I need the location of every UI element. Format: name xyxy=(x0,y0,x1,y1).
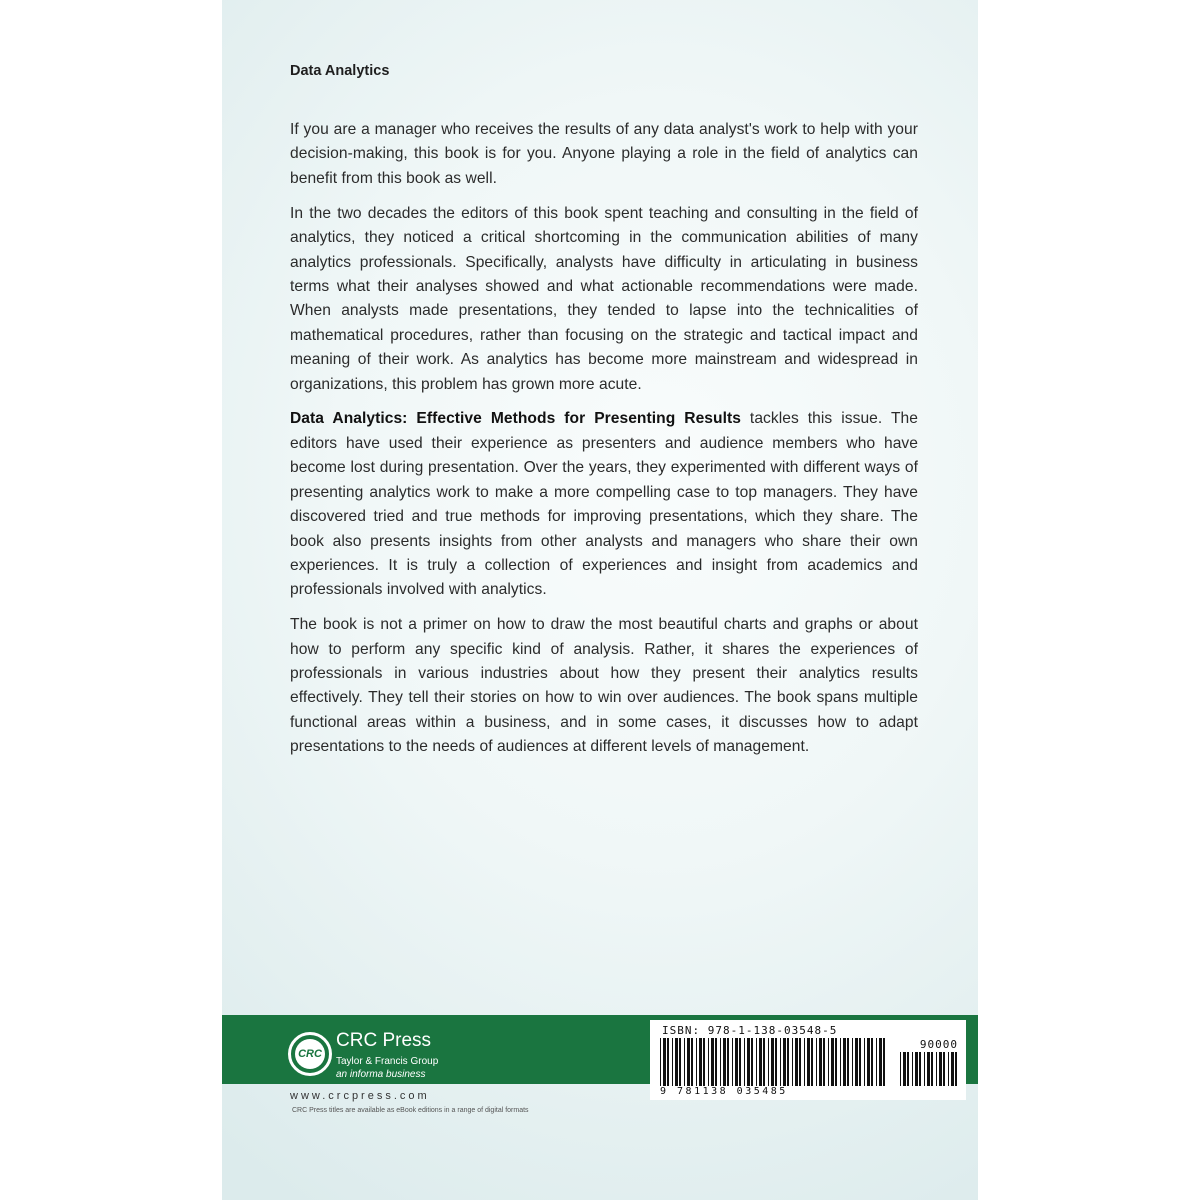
barcode-bar xyxy=(840,1038,841,1086)
barcode-bar xyxy=(819,1038,822,1086)
blurb-text xyxy=(290,118,918,770)
barcode-bar xyxy=(783,1038,786,1086)
paragraph-text: The book is not a primer on how to draw the most beautiful charts and graphs or about how to perform any specific kind of analysis. Rather, it shares the experiences of professionals in various industries about how they present their analytics results effectively. They tell their stories on how to win over audiences. The book spans multiple functional areas within a business, and in some cases, it discusses how to adapt presentations to the needs of audiences at different levels of management. xyxy=(290,616,918,756)
barcode-bar xyxy=(951,1052,954,1086)
barcode-bar xyxy=(939,1052,942,1086)
barcode-bar xyxy=(711,1038,714,1086)
barcode-bar xyxy=(759,1038,762,1086)
barcode-bar xyxy=(747,1038,750,1086)
ebook-footnote: CRC Press titles are available as eBook editions in a range of digital formats xyxy=(292,1107,529,1114)
crc-logo-icon xyxy=(288,1032,332,1076)
paragraph-text: In the two decades the editors of this book spent teaching and consulting in the field of analytics, they noticed a critical shortcoming in the communication abilities of many analytics professionals. Specifically, analysts have difficulty in articulating in business terms what their analyses showed and what actionable recommendations were made. When analysts made presentations, they tended to lapse into the technicalities of mathematical procedures, rather than focusing on the strategic and tactical impact and meaning of their work. As analytics has become more mainstream and widespread in organizations, this problem has grown more acute. xyxy=(290,204,918,393)
publisher-tagline: an informa business xyxy=(336,1069,426,1080)
barcode-bar xyxy=(835,1038,837,1086)
barcode-bar xyxy=(723,1038,726,1086)
blurb-paragraph-3 xyxy=(290,407,918,602)
barcode-bar xyxy=(660,1038,661,1086)
cover-title: Data Analytics xyxy=(290,63,390,79)
barcode-bar xyxy=(816,1038,817,1086)
barcode-bar xyxy=(871,1038,873,1086)
barcode-bar xyxy=(919,1052,921,1086)
barcode-bar xyxy=(768,1038,769,1086)
barcode-bar xyxy=(883,1038,885,1086)
barcode-bar xyxy=(735,1038,738,1086)
barcode-bar xyxy=(691,1038,693,1086)
barcode-bar xyxy=(792,1038,793,1086)
barcode-bar xyxy=(804,1038,805,1086)
isbn-label: ISBN: 978-1-138-03548-5 xyxy=(662,1024,838,1037)
barcode-bar xyxy=(756,1038,757,1086)
barcode-bar xyxy=(703,1038,705,1086)
barcode-bar xyxy=(828,1038,829,1086)
barcode-bar xyxy=(720,1038,721,1086)
barcode-bar xyxy=(807,1038,810,1086)
barcode-bar xyxy=(955,1052,957,1086)
book-back-cover xyxy=(222,0,978,1200)
barcode-bar xyxy=(663,1038,666,1086)
barcode-bar xyxy=(924,1052,925,1086)
barcode-bar xyxy=(684,1038,685,1086)
barcode-bar xyxy=(847,1038,849,1086)
blurb-paragraph-2 xyxy=(290,202,918,397)
barcode-bar xyxy=(876,1038,877,1086)
barcode-bar xyxy=(867,1038,870,1086)
barcode-bar xyxy=(852,1038,853,1086)
barcode-bar xyxy=(799,1038,801,1086)
barcode-bar xyxy=(915,1052,918,1086)
barcode-box xyxy=(650,1020,966,1100)
price-code: 90000 xyxy=(919,1038,958,1051)
barcode-bar xyxy=(715,1038,717,1086)
barcode-bar xyxy=(739,1038,741,1086)
barcode-bar xyxy=(672,1038,673,1086)
barcode-bar xyxy=(679,1038,681,1086)
barcode-bar xyxy=(864,1038,865,1086)
barcode-bar xyxy=(795,1038,798,1086)
barcode-bar xyxy=(823,1038,825,1086)
barcode-bar xyxy=(696,1038,697,1086)
barcode-bar xyxy=(780,1038,781,1086)
barcode-bar xyxy=(732,1038,733,1086)
barcode-bar xyxy=(936,1052,937,1086)
barcode-bar xyxy=(859,1038,861,1086)
barcode-bar xyxy=(931,1052,933,1086)
addon-barcode-icon xyxy=(900,1052,958,1086)
barcode-bar xyxy=(907,1052,909,1086)
book-full-title: Data Analytics: Effective Methods for Presenting Results xyxy=(290,410,741,428)
barcode-bar xyxy=(699,1038,702,1086)
barcode-bar xyxy=(927,1052,930,1086)
barcode-bar xyxy=(763,1038,765,1086)
barcode-bar xyxy=(811,1038,813,1086)
publisher-url: www.crcpress.com xyxy=(290,1090,430,1102)
paragraph-text: If you are a manager who receives the results of any data analyst's work to help with your decision-making, this book is for you. Anyone playing a role in the field of analytics can benefit from this book as well. xyxy=(290,121,918,187)
barcode-bar xyxy=(687,1038,690,1086)
blurb-paragraph-1 xyxy=(290,118,918,191)
barcode-bar xyxy=(675,1038,678,1086)
barcode-bar xyxy=(744,1038,745,1086)
barcode-bar xyxy=(900,1052,901,1086)
paragraph-text: tackles this issue. The editors have used their experience as presenters and audience members who have become lost during presentation. Over the years, they experimented with different ways of presenting analytics work to make a more compelling case to top managers. They have discovered tried and true methods for improving presentations, which they share. The book also presents insights from other analysts and managers who share their own experiences. It is truly a collection of experiences and insight from academics and professionals involved with analytics. xyxy=(290,410,918,599)
publisher-name: CRC Press xyxy=(336,1030,432,1051)
blurb-paragraph-4 xyxy=(290,613,918,759)
barcode-bar xyxy=(943,1052,945,1086)
barcode-bar xyxy=(855,1038,858,1086)
barcode-bar xyxy=(771,1038,774,1086)
barcode-bar xyxy=(775,1038,777,1086)
barcode-bar xyxy=(787,1038,789,1086)
crc-logo-text: CRC xyxy=(295,1039,325,1069)
publisher-group: Taylor & Francis Group xyxy=(336,1056,439,1067)
barcode-bar xyxy=(879,1038,882,1086)
barcode-bar xyxy=(912,1052,913,1086)
barcode-bar xyxy=(727,1038,729,1086)
barcode-bar xyxy=(903,1052,906,1086)
barcode-bar xyxy=(708,1038,709,1086)
barcode-bar xyxy=(843,1038,846,1086)
barcode-bar xyxy=(948,1052,949,1086)
barcode-bar xyxy=(751,1038,753,1086)
ean-barcode-icon xyxy=(660,1038,890,1086)
barcode-bar xyxy=(831,1038,834,1086)
ean-digits: 9 781138 035485 xyxy=(660,1086,788,1097)
barcode-bar xyxy=(667,1038,669,1086)
